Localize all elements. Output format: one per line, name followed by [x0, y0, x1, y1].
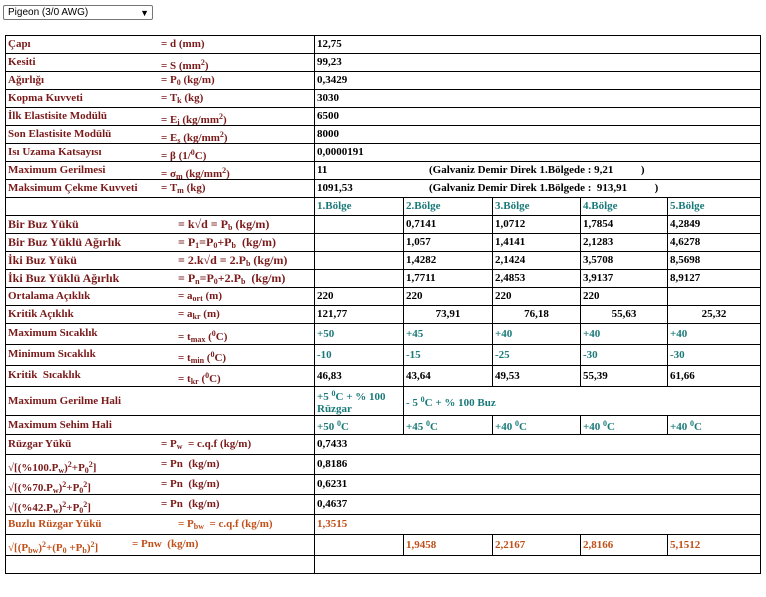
- cell-pnw-2: 1,9458: [404, 535, 493, 556]
- cell-sehim-hali-2: +45 $^0$C: [404, 416, 493, 435]
- formula-ruzgar: = $P_w = c.q.f$ (kg/m): [161, 437, 252, 451]
- cell-max-sicaklik-4: +40: [581, 324, 668, 345]
- row-gerilme-hali: [6, 387, 761, 416]
- value-kopma: 3030: [315, 90, 761, 108]
- conductor-select[interactable]: [3, 5, 153, 20]
- cell-iki-buz-4: 3,5708: [581, 252, 668, 270]
- label-gerilme-hali: Maximum Gerilme Hali: [6, 387, 315, 416]
- cell-iki-buz-3: 2,1424: [493, 252, 581, 270]
- row-kopma: [6, 90, 761, 108]
- cell-max-sicaklik-2: +45: [404, 324, 493, 345]
- region-header-3: 3.Bölge: [493, 198, 581, 216]
- cell-bir-buz-yuklu-3: 1,4141: [493, 234, 581, 252]
- label-max-gerilme: Maximum Gerilmesi: [8, 163, 106, 176]
- cell-iki-buz-5: 8,5698: [668, 252, 761, 270]
- cell-iki-buz-yuklu-1: [315, 270, 404, 288]
- formula-max-cekme: = $T_m$ (kg): [161, 181, 206, 195]
- cell-gerilme-hali-rest: - 5 $^0$C + % 100 Buz: [404, 387, 761, 416]
- row-max-sicaklik: [6, 324, 761, 345]
- cell-kritik-aciklik-3: 76,18: [493, 306, 581, 324]
- cell-pnw-1: [315, 535, 404, 556]
- value-kok100: 0,8186: [315, 455, 761, 475]
- cell-bir-buz-1: [315, 216, 404, 234]
- chevron-down-icon: ▼: [140, 8, 149, 18]
- row-kritik-aciklik: [6, 306, 761, 324]
- formula-bir-buz: = $k√d = P_b$ (kg/m): [178, 216, 270, 232]
- cell-sehim-hali-3: +40 $^0$C: [493, 416, 581, 435]
- cell-kritik-sicaklik-5: 61,66: [668, 366, 761, 387]
- formula-max-gerilme: = $\sigma_m$ $(kg/mm^2)$: [161, 165, 230, 180]
- region-header-2: 2.Bölge: [404, 198, 493, 216]
- formula-bir-buz-yuklu: = $P_1=P_0+P_b$ (kg/m): [178, 234, 276, 250]
- label-bir-buz: Bir Buz Yükü: [8, 216, 79, 231]
- cell-min-sicaklik-5: -30: [668, 345, 761, 366]
- label-iki-buz-yuklu: İki Buz Yüklü Ağırlık: [8, 270, 120, 285]
- calculation-table: [5, 35, 761, 574]
- formula-iki-buz-yuklu: = $P_n=P_0+2.P_b$ (kg/m): [178, 270, 286, 286]
- row-ilk-elast: [6, 108, 761, 126]
- cell-bir-buz-4: 1,7854: [581, 216, 668, 234]
- cell-ortalama-1: 220: [315, 288, 404, 306]
- formula-kok70: = Pn (kg/m): [161, 477, 220, 490]
- cell-max-sicaklik-1: +50: [315, 324, 404, 345]
- value-capi: 12,75: [315, 36, 761, 54]
- row-region-header: [6, 198, 761, 216]
- row-capi: [6, 36, 761, 54]
- cell-pnw-4: 2,8166: [581, 535, 668, 556]
- cell-ortalama-4: 220: [581, 288, 668, 306]
- cell-bir-buz-2: 0,7141: [404, 216, 493, 234]
- label-ortalama: Ortalama Açıklık: [8, 289, 91, 302]
- cell-min-sicaklik-3: -25: [493, 345, 581, 366]
- formula-capi: = d (mm): [161, 37, 205, 50]
- label-sehim-hali: Maximum Sehim Hali: [6, 416, 315, 435]
- row-pnw: [6, 535, 761, 556]
- label-min-sicaklik: Minimum Sıcaklık: [8, 348, 96, 360]
- label-bir-buz-yuklu: Bir Buz Yüklü Ağırlık: [8, 234, 122, 249]
- cell-bir-buz-yuklu-4: 2,1283: [581, 234, 668, 252]
- value-ruzgar: 0,7433: [315, 435, 761, 455]
- label-iki-buz: İki Buz Yükü: [8, 252, 77, 267]
- formula-kopma: = $T_k$ (kg): [161, 91, 204, 105]
- formula-kesiti: = S $(mm^2)$: [161, 57, 209, 72]
- label-kopma: Kopma Kuvveti: [8, 91, 83, 104]
- value-son-elast: 8000: [315, 126, 761, 144]
- row-bir-buz-yuklu: [6, 234, 761, 252]
- label-agirligi: Ağırlığı: [8, 73, 45, 86]
- cell-iki-buz-yuklu-2: 1,7711: [404, 270, 493, 288]
- cell-min-sicaklik-4: -30: [581, 345, 668, 366]
- formula-buzlu-ruzgar: = $P_{bw} = c.q.f$ (kg/m): [178, 517, 273, 531]
- label-kok70: $√[(\%70.P_w)^2+P_0^2]$: [8, 479, 91, 495]
- cell-iki-buz-yuklu-5: 8,9127: [668, 270, 761, 288]
- formula-ilk-elast: = $E_i$ $(kg/mm^2)$: [161, 111, 227, 126]
- empty-cell-right: [315, 556, 761, 574]
- row-ruzgar: [6, 435, 761, 455]
- formula-min-sicaklik: = $t_{min}$ ($^0$C): [178, 350, 227, 365]
- row-kritik-sicaklik: [6, 366, 761, 387]
- cell-bir-buz-5: 4,2849: [668, 216, 761, 234]
- row-buzlu-ruzgar: [6, 515, 761, 535]
- label-pnw: $√[(P_{bw})^2+(P_0 +P_b)^2]$: [8, 540, 99, 555]
- label-capi: Çapı: [8, 37, 31, 50]
- label-kok42: $√[(\%42.P_w)^2+P_0^2]$: [8, 499, 91, 515]
- row-ortalama: [6, 288, 761, 306]
- formula-kritik-sicaklik: = $t_{kr}$ ($^0$C): [178, 371, 221, 386]
- formula-kritik-aciklik: = $a_{kr}$ (m): [178, 307, 220, 321]
- row-son-elast: [6, 126, 761, 144]
- formula-isi: = β (1/$^0$C): [161, 147, 207, 162]
- formula-kok42: = Pn (kg/m): [161, 497, 220, 510]
- cell-kritik-sicaklik-2: 43,64: [404, 366, 493, 387]
- cell-kritik-sicaklik-1: 46,83: [315, 366, 404, 387]
- formula-iki-buz: = $2.k√d = 2.P_b$ (kg/m): [178, 252, 288, 268]
- cell-pnw-3: 2,2167: [493, 535, 581, 556]
- cell-ortalama-3: 220: [493, 288, 581, 306]
- row-sehim-hali: [6, 416, 761, 435]
- conductor-select-value: Pigeon (3/0 AWG): [8, 7, 89, 18]
- formula-ortalama: = $a_{ort}$ (m): [178, 289, 222, 303]
- cell-bir-buz-yuklu-1: [315, 234, 404, 252]
- row-bir-buz: [6, 216, 761, 234]
- cell-ortalama-2: 220: [404, 288, 493, 306]
- cell-iki-buz-2: 1,4282: [404, 252, 493, 270]
- cell-max-sicaklik-5: +40: [668, 324, 761, 345]
- cell-bir-buz-yuklu-5: 4,6278: [668, 234, 761, 252]
- cell-min-sicaklik-1: -10: [315, 345, 404, 366]
- empty-cell-left: [6, 556, 315, 574]
- row-max-gerilme: [6, 162, 761, 180]
- formula-agirligi: = $P_0$ (kg/m): [161, 73, 215, 87]
- cell-sehim-hali-5: +40 $^0$C: [668, 416, 761, 435]
- cell-kritik-aciklik-4: 55,63: [581, 306, 668, 324]
- cell-kritik-aciklik-2: 73,91: [404, 306, 493, 324]
- value-max-cekme: 1091,53: [317, 181, 353, 194]
- note-max-gerilme: (Galvaniz Demir Direk 1.Bölgede : 9,21 ): [429, 163, 645, 176]
- cell-iki-buz-yuklu-4: 3,9137: [581, 270, 668, 288]
- label-kritik-sicaklik: Kritik Sıcaklık: [8, 369, 81, 381]
- cell-sehim-hali-4: +40 $^0$C: [581, 416, 668, 435]
- row-agirligi: [6, 72, 761, 90]
- value-agirligi: 0,3429: [315, 72, 761, 90]
- label-max-sicaklik: Maximum Sıcaklık: [8, 327, 98, 339]
- label-son-elast: Son Elastisite Modülü: [8, 127, 112, 140]
- region-header-1: 1.Bölge: [315, 198, 404, 216]
- cell-kritik-sicaklik-3: 49,53: [493, 366, 581, 387]
- value-kok70: 0,6231: [315, 475, 761, 495]
- cell-bir-buz-3: 1,0712: [493, 216, 581, 234]
- region-header-blank: [6, 198, 315, 216]
- row-kok70: [6, 475, 761, 495]
- value-ilk-elast: 6500: [315, 108, 761, 126]
- label-max-cekme: Maksimum Çekme Kuvveti: [8, 181, 138, 194]
- cell-sehim-hali-1: +50 $^0$C: [315, 416, 404, 435]
- formula-pnw: = Pnw (kg/m): [132, 538, 199, 550]
- value-isi: 0,0000191: [315, 144, 761, 162]
- formula-kok100: = Pn (kg/m): [161, 457, 220, 470]
- row-iki-buz-yuklu: [6, 270, 761, 288]
- row-kok42: [6, 495, 761, 515]
- cell-gerilme-hali-1: +5 $^0$C + % 100 Rüzgar: [315, 387, 404, 416]
- region-header-5: 5.Bölge: [668, 198, 761, 216]
- row-isi: [6, 144, 761, 162]
- cell-iki-buz-1: [315, 252, 404, 270]
- row-kok100: [6, 455, 761, 475]
- cell-kritik-aciklik-5: 25,32: [668, 306, 761, 324]
- row-empty: [6, 556, 761, 574]
- cell-bir-buz-yuklu-2: 1,057: [404, 234, 493, 252]
- formula-max-sicaklik: = $t_{max}$ ($^0$C): [178, 329, 228, 344]
- cell-ortalama-5: [668, 288, 761, 306]
- label-buzlu-ruzgar: Buzlu Rüzgar Yükü: [8, 517, 102, 530]
- cell-kritik-sicaklik-4: 55,39: [581, 366, 668, 387]
- value-kok42: 0,4637: [315, 495, 761, 515]
- region-header-4: 4.Bölge: [581, 198, 668, 216]
- label-kok100: $√[(\%100.P_w)^2+P_0^2]$: [8, 459, 97, 475]
- note-max-cekme: (Galvaniz Demir Direk 1.Bölgede : 913,91 ): [429, 181, 659, 194]
- cell-iki-buz-yuklu-3: 2,4853: [493, 270, 581, 288]
- label-kesiti: Kesiti: [8, 55, 36, 68]
- cell-pnw-5: 5,1512: [668, 535, 761, 556]
- label-isi: Isı Uzama Katsayısı: [8, 145, 102, 158]
- row-iki-buz: [6, 252, 761, 270]
- cell-max-sicaklik-3: +40: [493, 324, 581, 345]
- label-ruzgar: Rüzgar Yükü: [8, 437, 72, 450]
- row-max-cekme: [6, 180, 761, 198]
- row-min-sicaklik: [6, 345, 761, 366]
- label-kritik-aciklik: Kritik Açıklık: [8, 307, 74, 320]
- label-ilk-elast: İlk Elastisite Modülü: [8, 109, 108, 122]
- value-buzlu-ruzgar: 1,3515: [315, 515, 761, 535]
- formula-son-elast: = $E_s$ $(kg/mm^2)$: [161, 129, 228, 144]
- row-kesiti: [6, 54, 761, 72]
- cell-kritik-aciklik-1: 121,77: [315, 306, 404, 324]
- value-max-gerilme: 11: [317, 163, 328, 176]
- value-kesiti: 99,23: [315, 54, 761, 72]
- cell-min-sicaklik-2: -15: [404, 345, 493, 366]
